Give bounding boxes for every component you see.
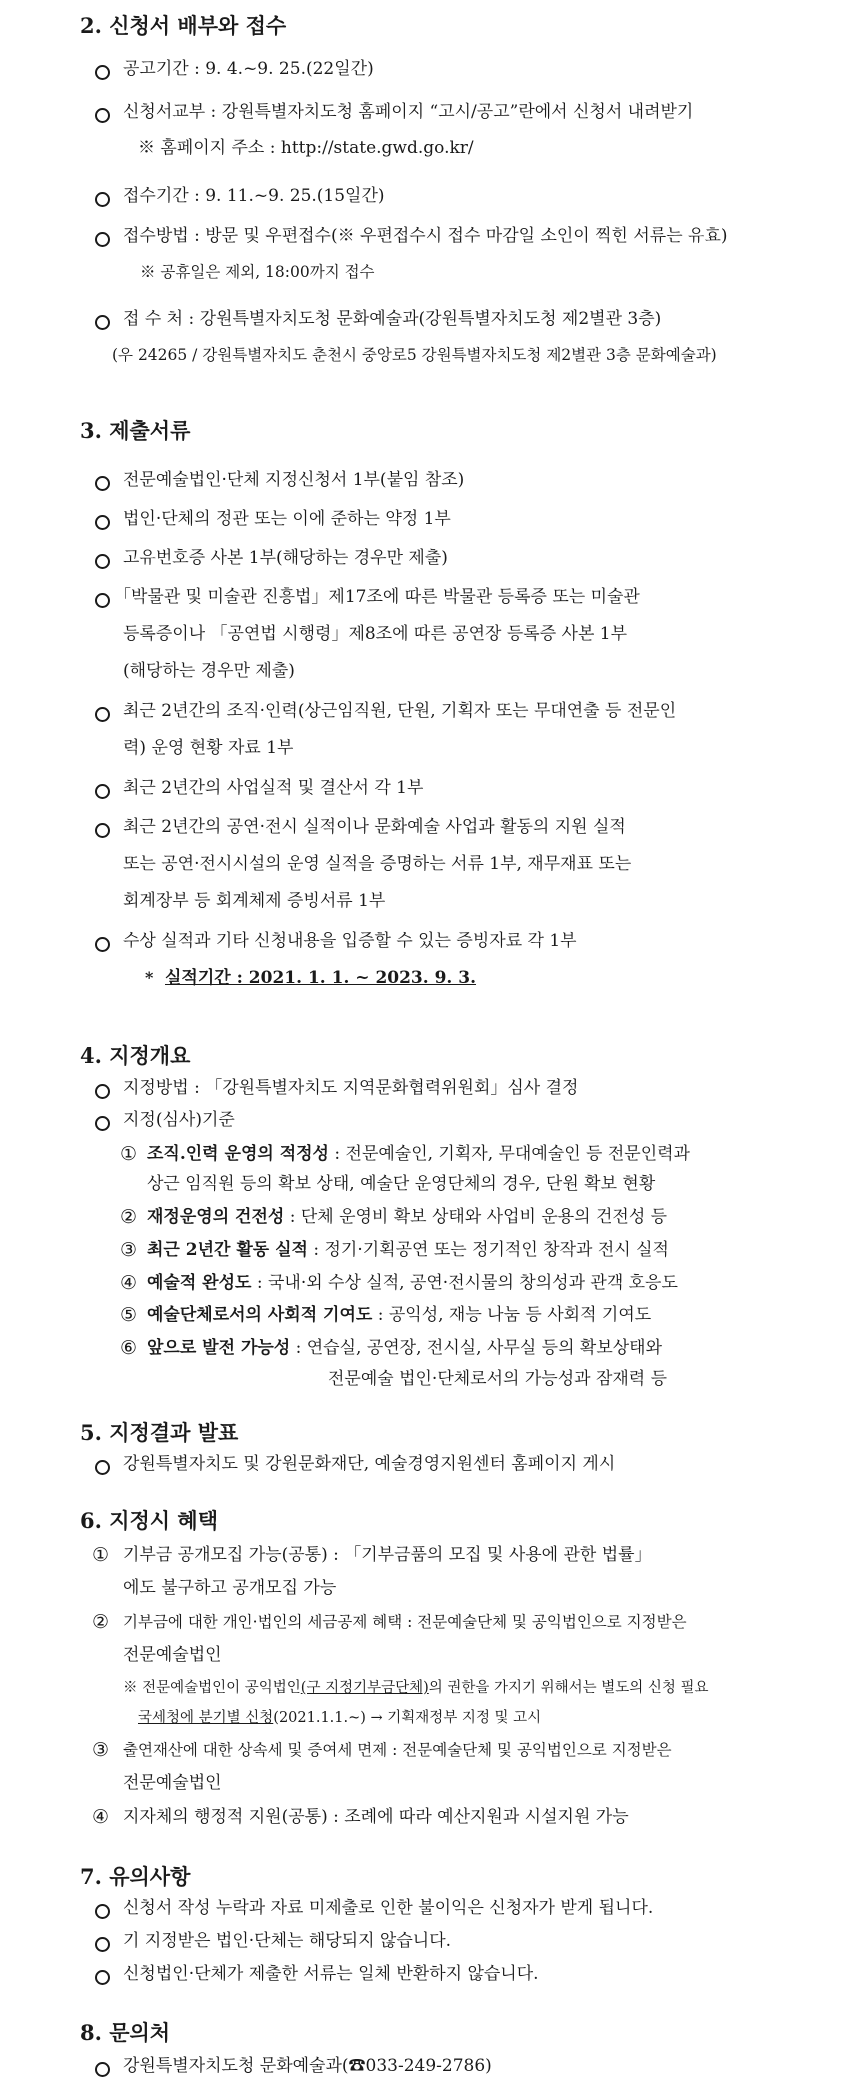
note-text: (2021.1.1.~) → 기획재정부 지정 및 고시 [273, 1710, 542, 1726]
homepage-note: ※ 홈페이지 주소 : http://state.gwd.go.kr/ [138, 138, 474, 158]
circled-number-6: ⑥ [120, 1337, 138, 1359]
doc-item: 최근 2년간의 공연·전시 실적이나 문화예술 사업과 활동의 지원 실적 [123, 817, 626, 837]
doc-item-cont: 회계장부 등 회계체제 증빙서류 1부 [123, 891, 386, 911]
receipt-period: 접수기간 : 9. 11.~9. 25.(15일간) [123, 186, 385, 206]
circled-number-3: ③ [120, 1239, 138, 1261]
benefit-2: 기부금에 대한 개인·법인의 세금공제 혜택 : 전문예술단체 및 공익법인으로 지정받은 [123, 1613, 687, 1631]
bullet-icon [95, 1937, 110, 1952]
holiday-note: ※ 공휴일은 제외, 18:00까지 접수 [140, 263, 375, 281]
doc-item: 법인·단체의 정관 또는 이에 준하는 약정 1부 [123, 509, 451, 529]
bullet-icon [95, 476, 110, 491]
caution-item: 신청법인·단체가 제출한 서류는 일체 반환하지 않습니다. [123, 1964, 539, 1984]
criterion-text: : 연습실, 공연장, 전시실, 사무실 등의 확보상태와 [290, 1338, 663, 1358]
benefit-1-cont: 에도 불구하고 공개모집 가능 [123, 1578, 337, 1598]
criterion-1 [147, 1142, 690, 1166]
section-5-heading: 5. 지정결과 발표 [80, 1420, 239, 1445]
bullet-icon [95, 593, 110, 608]
criteria-label: 지정(심사)기준 [123, 1110, 235, 1130]
doc-item: 전문예술법인·단체 지정신청서 1부(붙임 참조) [123, 470, 465, 490]
doc-item: 최근 2년간의 사업실적 및 결산서 각 1부 [123, 778, 424, 798]
bullet-icon [95, 823, 110, 838]
bullet-icon [95, 784, 110, 799]
doc-item: 수상 실적과 기타 신청내용을 입증할 수 있는 증빙자료 각 1부 [123, 931, 577, 951]
bullet-icon [95, 315, 110, 330]
circled-number-5: ⑤ [120, 1304, 138, 1326]
section-2-heading: 2. 신청서 배부와 접수 [80, 13, 287, 38]
section-6-heading: 6. 지정시 혜택 [80, 1508, 218, 1533]
criterion-text: : 단체 운영비 확보 상태와 사업비 운용의 건전성 등 [284, 1207, 668, 1227]
criterion-4 [147, 1271, 678, 1295]
announcement-item: 강원특별자치도 및 강원문화재단, 예술경영지원센터 홈페이지 게시 [123, 1454, 616, 1474]
criterion-6-cont: 전문예술 법인·단체로서의 가능성과 잠재력 등 [328, 1369, 668, 1389]
benefit-3: 출연재산에 대한 상속세 및 증여세 면제 : 전문예술단체 및 공익법인으로 지정받은 [123, 1741, 672, 1759]
bullet-icon [95, 1116, 110, 1131]
criterion-3 [147, 1238, 669, 1262]
form-distribution: 신청서교부 : 강원특별자치도청 홈페이지 “고시/공고”란에서 신청서 내려받기 [123, 102, 694, 122]
benefit-3-cont: 전문예술법인 [123, 1773, 222, 1793]
asterisk-icon: * [145, 968, 154, 987]
criterion-head: 재정운영의 건전성 [147, 1207, 285, 1227]
criterion-head: 예술적 완성도 [147, 1273, 252, 1293]
caution-item: 신청서 작성 누락과 자료 미제출로 인한 불이익은 신청자가 받게 됩니다. [123, 1898, 654, 1918]
criterion-1-cont: 상근 임직원 등의 확보 상태, 예술단 운영단체의 경우, 단원 확보 현황 [147, 1174, 656, 1194]
doc-item-cont: 등록증이나 「공연법 시행령」제8조에 따른 공연장 등록증 사본 1부 [123, 624, 628, 644]
doc-item-cont: 력) 운영 현황 자료 1부 [123, 738, 294, 758]
designation-method: 지정방법 : 「강원특별자치도 지역문화협력위원회」심사 결정 [123, 1078, 579, 1098]
circled-number-4: ④ [92, 1806, 110, 1828]
circled-number-2: ② [120, 1206, 138, 1228]
circled-number-4: ④ [120, 1272, 138, 1294]
note-underlined: (구 지정기부금단체) [300, 1680, 429, 1696]
bullet-icon [95, 65, 110, 80]
doc-item-cont: 또는 공연·전시시설의 운영 실적을 증명하는 서류 1부, 재무재표 또는 [123, 854, 632, 874]
performance-period-note: 실적기간 : 2021. 1. 1. ~ 2023. 9. 3. [165, 968, 477, 988]
note-underlined: 국세청에 분기별 신청 [138, 1710, 274, 1726]
bullet-icon [95, 1904, 110, 1919]
caution-item: 기 지정받은 법인·단체는 해당되지 않습니다. [123, 1931, 452, 1951]
contact-item: 강원특별자치도청 문화예술과(☎033-249-2786) [123, 2056, 492, 2076]
section-8-heading: 8. 문의처 [80, 2020, 171, 2045]
criterion-head: 조직.인력 운영의 적정성 [147, 1144, 329, 1164]
criterion-head: 앞으로 발전 가능성 [147, 1338, 291, 1358]
section-7-heading: 7. 유의사항 [80, 1864, 191, 1889]
bullet-icon [95, 192, 110, 207]
bullet-icon [95, 1460, 110, 1475]
doc-item: 「박물관 및 미술관 진흥법」제17조에 따른 박물관 등록증 또는 미술관 [114, 587, 640, 607]
criterion-text: : 국내·외 수상 실적, 공연·전시물의 창의성과 관객 호응도 [251, 1273, 678, 1293]
criterion-text: : 정기·기획공연 또는 정기적인 창작과 전시 실적 [307, 1240, 669, 1260]
bullet-icon [95, 937, 110, 952]
bullet-icon [95, 1084, 110, 1099]
bullet-icon [95, 554, 110, 569]
circled-number-1: ① [120, 1143, 138, 1165]
circled-number-2: ② [92, 1611, 110, 1633]
benefit-4: 지자체의 행정적 지원(공통) : 조례에 따라 예산지원과 시설지원 가능 [123, 1807, 629, 1827]
criterion-2 [147, 1205, 667, 1229]
criterion-head: 최근 2년간 활동 실적 [147, 1240, 308, 1260]
section-3-heading: 3. 제출서류 [80, 418, 191, 443]
bullet-icon [95, 108, 110, 123]
criterion-6 [147, 1336, 662, 1360]
bullet-icon [95, 232, 110, 247]
benefit-1: 기부금 공개모집 가능(공통) : 「기부금품의 모집 및 사용에 관한 법률」 [123, 1545, 652, 1565]
receipt-office: 접 수 처 : 강원특별자치도청 문화예술과(강원특별자치도청 제2별관 3층) [123, 309, 662, 329]
benefit-2-note-cont [138, 1706, 541, 1730]
bullet-icon [95, 1970, 110, 1985]
bullet-icon [95, 707, 110, 722]
note-text: ※ 전문예술법인이 공익법인 [123, 1680, 301, 1696]
criterion-text: : 전문예술인, 기획자, 무대예술인 등 전문인력과 [328, 1144, 690, 1164]
section-4-heading: 4. 지정개요 [80, 1043, 191, 1068]
criterion-text: : 공익성, 재능 나눔 등 사회적 기여도 [372, 1305, 652, 1325]
bullet-icon [95, 2062, 110, 2077]
receipt-method: 접수방법 : 방문 및 우편접수(※ 우편접수시 접수 마감일 소인이 찍힌 서류는 유효) [123, 226, 728, 246]
doc-item-cont: (해당하는 경우만 제출) [123, 661, 295, 681]
doc-item: 최근 2년간의 조직·인력(상근임직원, 단원, 기획자 또는 무대연출 등 전문인 [123, 701, 677, 721]
doc-item: 고유번호증 사본 1부(해당하는 경우만 제출) [123, 548, 448, 568]
criterion-head: 예술단체로서의 사회적 기여도 [147, 1305, 373, 1325]
announcement-period: 공고기간 : 9. 4.~9. 25.(22일간) [123, 59, 374, 79]
benefit-2-note [123, 1676, 709, 1700]
circled-number-3: ③ [92, 1739, 110, 1761]
bullet-icon [95, 515, 110, 530]
circled-number-1: ① [92, 1544, 110, 1566]
note-text: 의 권한을 가지기 위해서는 별도의 신청 필요 [428, 1680, 709, 1696]
criterion-5 [147, 1303, 651, 1327]
benefit-2-cont: 전문예술법인 [123, 1645, 222, 1665]
office-address: (우 24265 / 강원특별자치도 춘천시 중앙로5 강원특별자치도청 제2별관 3층 문화예술과) [112, 346, 717, 364]
